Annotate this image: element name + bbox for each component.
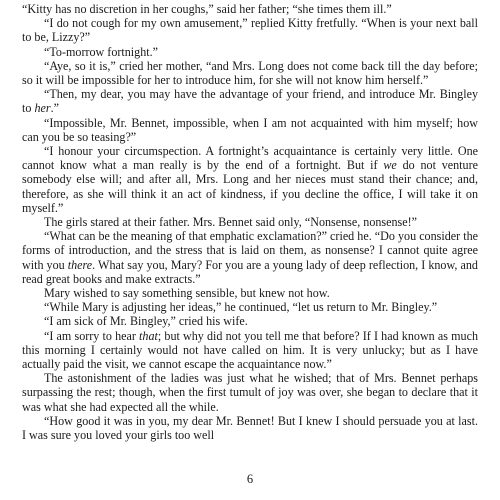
paragraph [22,144,478,215]
paragraph [22,300,478,314]
page-number: 6 [246,472,254,486]
text-run: “I am sorry to hear [44,328,140,343]
text-run: do not venture somebody else will; and after all, Mrs. Long and her nieces must stand their chance; and, therefore, as she will think it an act of kindness, if you decline the office, I will take it on myself.” [22,158,478,215]
paragraph [22,2,478,16]
paragraph [22,16,478,44]
text-run: Mary wished to say something sensible, but knew not how. [44,286,330,301]
paragraph [22,45,478,59]
text-run: “I honour your circumspection. A fortnight’s acquaintance is certainly very little. One cannot know what a man really is by the end of a fortnight. But if [22,144,478,173]
italic-text: there [67,257,93,272]
text-run: ; but why did not you tell me that before? If I had known as much this morning I certainly would not have called on him. It is very unlucky; but as I have actually paid the visit, we cannot escape the acquaintance now.” [22,328,478,372]
text-run: “Then, my dear, you may have the advantage of your friend, and introduce Mr. Bingley to [22,87,478,116]
paragraph [22,371,478,414]
text-run: “I am sick of Mr. Bingley,” cried his wife. [44,314,248,329]
text-run: .” [50,101,59,116]
italic-text: her [34,101,51,116]
body-text [22,2,478,442]
paragraph [22,59,478,87]
paragraph [22,116,478,144]
text-run: “Kitty has no discretion in her coughs,” said her father; “she times them ill.” [22,2,392,16]
paragraph [22,229,478,286]
text-run: . What say you, Mary? For you are a young lady of deep reflection, I know, and read great books and make extracts.” [22,257,478,286]
italic-text: that [139,328,158,343]
paragraph [22,286,478,300]
text-run: “To-morrow fortnight.” [44,44,159,59]
text-run: “I do not cough for my own amusement,” replied Kitty fretfully. “When is your next ball to be, Lizzy?” [22,16,478,45]
paragraph [22,314,478,328]
paragraph [22,215,478,229]
text-run: The astonishment of the ladies was just what he wished; that of Mrs. Bennet perhaps surpassing the rest; though, when the first tumult of joy was over, she began to declare that it was what she had expected all the while. [22,371,478,414]
text-run: “How good it was in you, my dear Mr. Bennet! But I knew I should persuade you at last. I was sure you loved your girls too well [22,413,478,443]
paragraph [22,414,478,442]
text-run: “Aye, so it is,” cried her mother, “and Mrs. Long does not come back till the day before; so it will be impossible for her to introduce him, for she will not know him herself.” [22,58,478,88]
text-run: “What can be the meaning of that emphatic exclamation?” cried he. “Do you consider the forms of introduction, and the stress that is laid on them, as nonsense? I cannot quite agree with you [22,229,478,272]
paragraph [22,87,478,115]
italic-text: we [383,158,397,173]
text-run: “While Mary is adjusting her ideas,” he continued, “let us return to Mr. Bingley.” [44,300,438,315]
text-run: “Impossible, Mr. Bennet, impossible, when I am not acquainted with him myself; how can you be so teasing?” [22,115,478,144]
text-run: The girls stared at their father. Mrs. Bennet said only, “Nonsense, nonsense!” [44,215,418,230]
paragraph [22,329,478,372]
